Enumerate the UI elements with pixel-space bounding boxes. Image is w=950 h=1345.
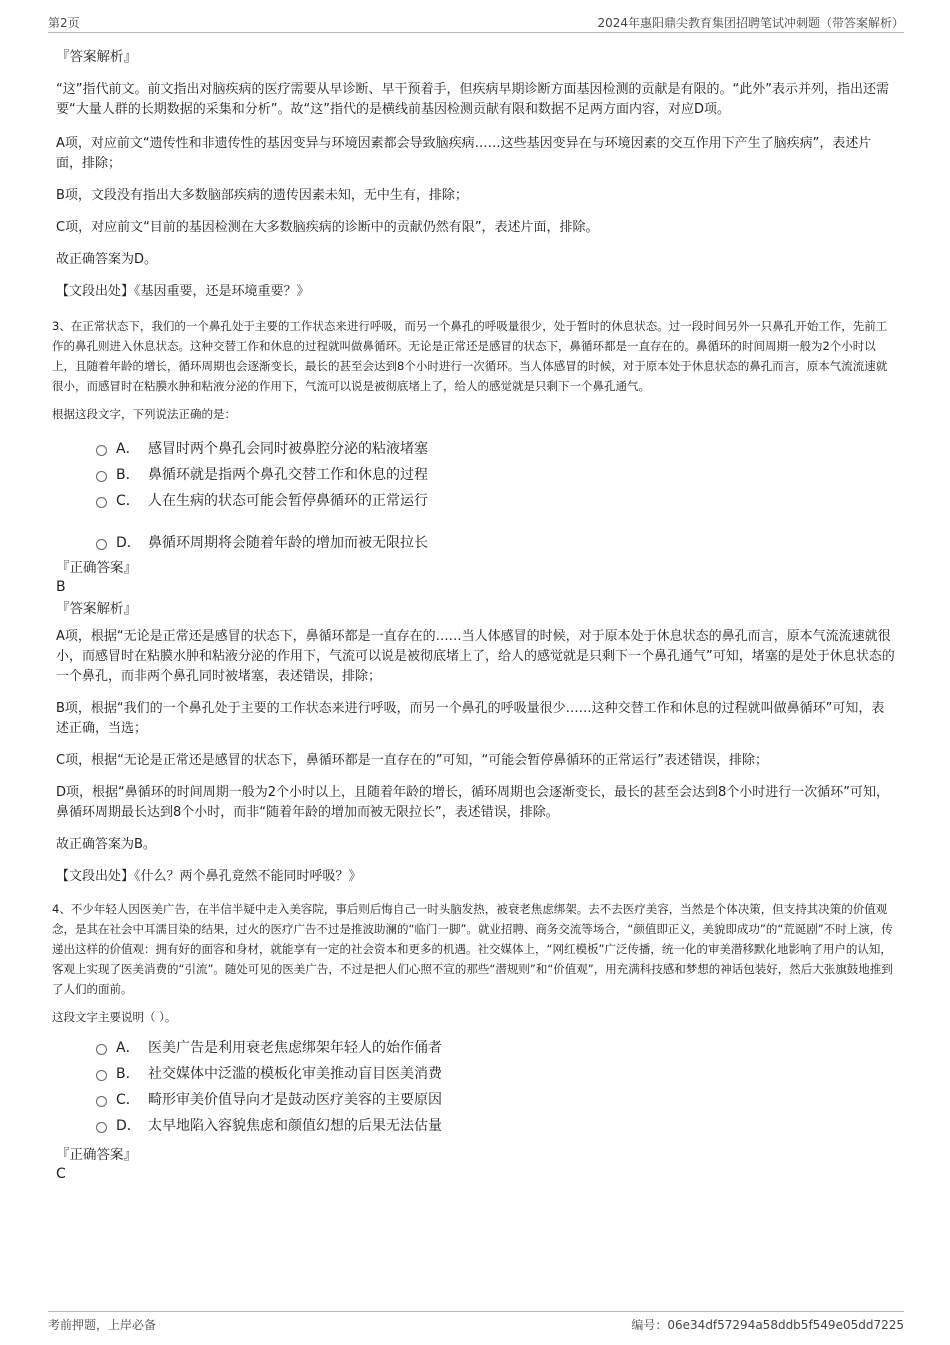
document-code: 编号：06e34df57294a58ddb5f549e05dd7225 <box>631 1318 904 1332</box>
q4-options <box>56 1035 896 1139</box>
option-letter: B． <box>116 1066 140 1082</box>
q2-option-b-analysis: B项，文段没有指出大多数脑部疾病的遗传因素未知，无中生有，排除； <box>56 188 468 203</box>
q4-passage: 4、不少年轻人因医美广告，在半信半疑中走入美容院，事后则后悔自己一时头脑发热，被衰老焦虑绑架。去不去医疗美容，当然是个体决策，但支持其决策的价值观念，是其在社会中耳濡目染的结果，过火的医疗广告不过是推波助澜的“临门一脚”。就业招聘、商务交流等场合，“颜值即正义，美貌即成功”的“荒诞剧”不时上演，传递出这样的价值观：拥有好的面容和身材，就能享有一定的社会资本和更多的机遇。社交媒体上，“网红模板”广泛传播，统一化的审美潜移默化地影响了用户的认知，客观上实现了医美消费的“引流”。随处可见的医美广告，不过是把人们心照不宣的那些“潜规则”和“价值观”，用充满科技感和梦想的神话包装好，然后大张旗鼓地推到了人们的面前。 <box>52 902 893 996</box>
q2-option-a-analysis: A项，对应前文“遗传性和非遗传性的基因变异与环境因素都会导致脑疾病……这些基因变异在与环境因素的交互作用下产生了脑疾病”，表述片面，排除； <box>56 136 872 171</box>
q3-option-b-analysis: B项，根据“我们的一个鼻孔处于主要的工作状态来进行呼吸，而另一个鼻孔的呼吸量很少……这种交替工作和休息的过程就叫做鼻循环”可知，表述正确，当选； <box>56 701 885 736</box>
q2-option-c-analysis: C项，对应前文“目前的基因检测在大多数脑疾病的诊断中的贡献仍然有限”，表述片面，排除。 <box>56 220 599 235</box>
q3-option-d-analysis: D项，根据“鼻循环的时间周期一般为2个小时以上，且随着年龄的增长，循环周期也会逐渐变长，最长的甚至会达到8个小时进行一次循环”可知，鼻循环周期最长达到8个小时，而非“随着年龄的增加而被无限拉长”，表述错误，排除。 <box>56 785 890 820</box>
q4-answer-heading: 『正确答案』 <box>56 1147 137 1163</box>
q4-option-c[interactable] <box>96 1087 896 1113</box>
page-number: 第2页 <box>48 16 80 30</box>
option-text: 医美广告是利用衰老焦虑绑架年轻人的始作俑者 <box>148 1040 442 1056</box>
option-letter: B． <box>116 467 140 483</box>
option-letter: C． <box>116 1092 140 1108</box>
q4-question: 这段文字主要说明（ ）。 <box>52 1010 177 1024</box>
q3-question: 根据这段文字，下列说法正确的是： <box>52 407 236 421</box>
q3-analysis-heading: 『答案解析』 <box>56 601 137 617</box>
q4-answer: C <box>56 1166 66 1182</box>
q3-option-d[interactable] <box>96 530 896 556</box>
radio-icon[interactable] <box>96 1044 107 1055</box>
q4-option-b[interactable] <box>96 1061 896 1087</box>
option-text: 鼻循环就是指两个鼻孔交替工作和休息的过程 <box>148 467 428 483</box>
option-text: 社交媒体中泛滥的模板化审美推动盲目医美消费 <box>148 1066 442 1082</box>
q4-option-d[interactable] <box>96 1113 896 1139</box>
q2-source: 【文段出处】《基因重要，还是环境重要？》 <box>56 284 310 299</box>
option-letter: C． <box>116 493 140 509</box>
option-text: 人在生病的状态可能会暂停鼻循环的正常运行 <box>148 493 428 509</box>
q2-analysis-main: “这”指代前文。前文指出对脑疾病的医疗需要从早诊断、早干预着手，但疾病早期诊断方面基因检测的贡献是有限的。“此外”表示并列，指出还需要“大量人群的长期数据的采集和分析”。故“这”指代的是横线前基因检测贡献有限和数据不足两方面内容，对应D项。 <box>56 82 889 117</box>
option-letter: D． <box>116 535 141 551</box>
q2-conclusion: 故正确答案为D。 <box>56 252 158 267</box>
document-title: 2024年惠阳鼎尖教育集团招聘笔试冲刺题（带答案解析） <box>597 16 904 30</box>
q3-options <box>56 436 896 556</box>
page-header <box>48 12 904 33</box>
radio-icon[interactable] <box>96 1122 107 1133</box>
q3-conclusion: 故正确答案为B。 <box>56 837 156 852</box>
q3-option-c[interactable] <box>96 488 896 514</box>
radio-icon[interactable] <box>96 1096 107 1107</box>
option-letter: A． <box>116 441 140 457</box>
footer-slogan: 考前押题，上岸必备 <box>48 1318 157 1332</box>
radio-icon[interactable] <box>96 471 107 482</box>
q3-option-a-analysis: A项，根据“无论是正常还是感冒的状态下，鼻循环都是一直存在的……当人体感冒的时候，对于原本处于休息状态的鼻孔而言，原本气流流速就很小，而感冒时在粘膜水肿和粘液分泌的作用下，气流可以说是被彻底堵上了，给人的感觉就是只剩下一个鼻孔通气”可知，堵塞的是处于休息状态的一个鼻孔，而非两个鼻孔同时被堵塞，表述错误，排除； <box>56 629 895 684</box>
option-text: 鼻循环周期将会随着年龄的增加而被无限拉长 <box>148 535 428 551</box>
radio-icon[interactable] <box>96 539 107 550</box>
q3-option-c-analysis: C项，根据“无论是正常还是感冒的状态下，鼻循环都是一直存在的”可知，“可能会暂停鼻循环的正常运行”表述错误，排除； <box>56 753 769 768</box>
q4-option-a[interactable] <box>96 1035 896 1061</box>
radio-icon[interactable] <box>96 445 107 456</box>
q3-answer-heading: 『正确答案』 <box>56 560 137 576</box>
q3-answer: B <box>56 579 66 595</box>
q3-option-a[interactable] <box>96 436 896 462</box>
document-body <box>52 42 896 1183</box>
option-letter: D． <box>116 1118 141 1134</box>
radio-icon[interactable] <box>96 1070 107 1081</box>
option-text: 畸形审美价值导向才是鼓动医疗美容的主要原因 <box>148 1092 442 1108</box>
radio-icon[interactable] <box>96 497 107 508</box>
q3-passage: 3、在正常状态下，我们的一个鼻孔处于主要的工作状态来进行呼吸，而另一个鼻孔的呼吸量很少，处于暂时的休息状态。过一段时间另外一只鼻孔开始工作，先前工作的鼻孔则进入休息状态。这种交替工作和休息的过程就叫做鼻循环。无论是正常还是感冒的状态下，鼻循环都是一直存在的。鼻循环的时间周期一般为2个小时以上，且随着年龄的增长，循环周期也会逐渐变长，最长的甚至会达到8个小时进行一次循环。当人体感冒的时候，对于原本处于休息状态的鼻孔而言，原本气流流速就很小，而感冒时在粘膜水肿和粘液分泌的作用下，气流可以说是被彻底堵上了，给人的感觉就是只剩下一个鼻孔通气。 <box>52 319 888 393</box>
option-text: 太早地陷入容貌焦虑和颜值幻想的后果无法估量 <box>148 1118 442 1134</box>
q3-option-b[interactable] <box>96 462 896 488</box>
q3-source: 【文段出处】《什么？两个鼻孔竟然不能同时呼吸？》 <box>56 869 362 884</box>
q2-analysis-heading: 『答案解析』 <box>56 49 137 65</box>
option-text: 感冒时两个鼻孔会同时被鼻腔分泌的粘液堵塞 <box>148 441 428 457</box>
page-footer <box>48 1311 904 1334</box>
option-letter: A． <box>116 1040 140 1056</box>
